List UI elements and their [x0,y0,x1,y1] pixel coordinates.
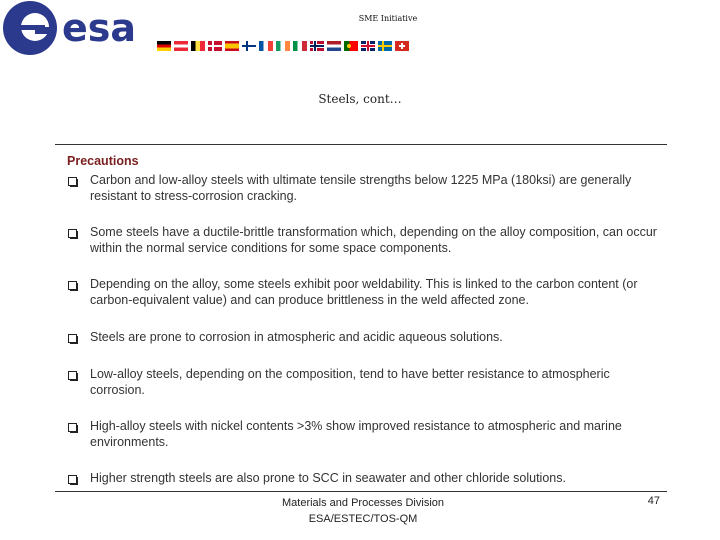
footer-division: Materials and Processes Division [281,497,444,509]
checkbox-bullet-icon [68,229,77,238]
flag-belgium-icon [191,41,205,51]
flag-germany-icon [157,41,171,51]
bullet-item [67,418,667,450]
esa-logo [2,0,162,56]
bullet-item [67,366,667,398]
bullet-text: Carbon and low-alloy steels with ultimate tensile strengths below 1225 MPa (180ksi) are generally resistant to stress-corrosion cracking. [90,173,632,203]
bullet-text: Some steels have a ductile-brittle transformation which, depending on the alloy composition, can occur within the normal service conditions for some space components. [90,225,657,255]
flag-austria-icon [174,41,188,51]
section-heading: Precautions [67,154,139,168]
bullet-text: Depending on the alloy, some steels exhibit poor weldability. This is linked to the carbon content (or carbon-equivalent value) and can produce brittleness in the weld affected zone. [90,277,638,307]
flag-italy-icon [293,41,307,51]
flag-finland-icon [242,41,256,51]
bullet-item [67,276,667,308]
bottom-divider [55,491,667,492]
flag-ireland-icon [276,41,290,51]
checkbox-bullet-icon [68,371,77,380]
bullet-item [67,470,667,486]
slide-title: Steels, cont… [318,92,402,106]
page-number: 47 [647,495,660,507]
bullet-text: Low-alloy steels, depending on the composition, tend to have better resistance to atmospheric corrosion. [90,367,610,397]
footer [220,495,506,527]
bullet-item [67,172,667,204]
flag-sweden-icon [378,41,392,51]
bullet-item [67,224,667,256]
footer-department: ESA/ESTEC/TOS-QM [308,513,418,525]
bullet-text: High-alloy steels with nickel contents >3% show improved resistance to atmospheric and marine environments. [90,419,622,449]
flag-switzerland-icon [395,41,409,51]
checkbox-bullet-icon [68,334,77,343]
top-divider [55,144,667,145]
flag-united-kingdom-icon [361,41,375,51]
flag-spain-icon [225,41,239,51]
bullet-text: Steels are prone to corrosion in atmospheric and acidic aqueous solutions. [90,330,503,344]
checkbox-bullet-icon [68,423,77,432]
checkbox-bullet-icon [68,177,77,186]
flag-france-icon [259,41,273,51]
bullet-text: Higher strength steels are also prone to SCC in seawater and other chloride solutions. [90,471,566,485]
flag-norway-icon [310,41,324,51]
checkbox-bullet-icon [68,475,77,484]
checkbox-bullet-icon [68,281,77,290]
esa-logo-graphic [2,0,162,56]
flag-denmark-icon [208,41,222,51]
logo-wordmark: esa [62,6,137,50]
sme-initiative-label: SME Initiative [358,14,418,23]
flag-portugal-icon [344,41,358,51]
flag-netherlands-icon [327,41,341,51]
member-flags [157,41,409,51]
bullet-item [67,329,667,345]
